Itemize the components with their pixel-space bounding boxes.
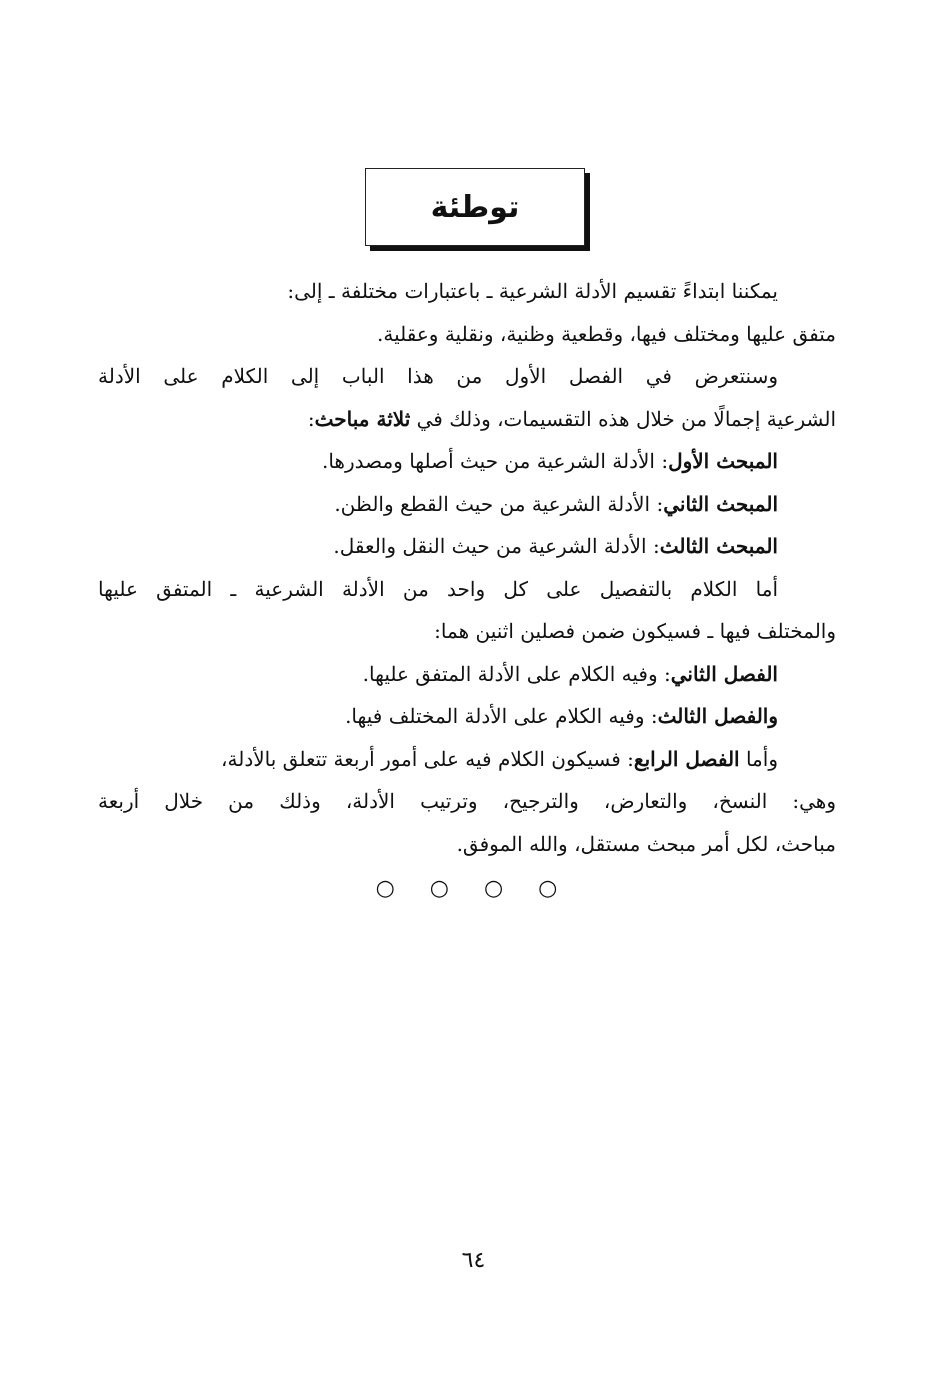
paragraph4-line3: مباحث، لكل أمر مبحث مستقل، والله الموفق. xyxy=(456,831,836,856)
page-title: توطئة xyxy=(430,189,520,225)
paragraph4-line2: وهي: النسخ، والتعارض، والترجيح، وترتيب الأدلة، وذلك من خلال أربعة xyxy=(98,789,836,813)
paragraph1-line1: يمكننا ابتداءً تقسيم الأدلة الشرعية ـ باعتبارات مختلفة ـ إلى: xyxy=(287,279,778,303)
paragraph2-line2-bold: ثلاثة مباحث xyxy=(314,406,411,431)
paragraph1-line2: متفق عليها ومختلف فيها، وقطعية وظنية، ونقلية وعقلية. xyxy=(377,321,836,346)
section-text: : الأدلة الشرعية من حيث القطع والظن. xyxy=(334,491,664,516)
section-item xyxy=(98,440,836,483)
paragraph4-line1 xyxy=(98,738,836,781)
chapter-label: والفصل الثالث xyxy=(657,704,778,728)
body-text xyxy=(98,270,836,865)
chapter-text: : وفيه الكلام على الأدلة المتفق عليها. xyxy=(362,661,671,686)
section-item xyxy=(98,483,836,526)
paragraph3-line1: أما الكلام بالتفصيل على كل واحد من الأدلة الشرعية ـ المتفق عليها xyxy=(98,576,778,601)
paragraph2-line2-end: : xyxy=(307,406,315,431)
paragraph4-line1-pre: وأما xyxy=(739,746,778,771)
section-text: : الأدلة الشرعية من حيث النقل والعقل. xyxy=(333,534,660,558)
chapter-item xyxy=(98,653,836,696)
section-label: المبحث الثاني xyxy=(663,491,778,516)
paragraph2-line2-text: الشرعية إجمالًا من خلال هذه التقسيمات، وذلك في xyxy=(410,406,836,431)
section-label: المبحث الأول xyxy=(668,449,778,473)
paragraph3-line2: والمختلف فيها ـ فسيكون ضمن فصلين اثنين هما: xyxy=(434,619,836,643)
chapter-label: الفصل الثاني xyxy=(670,661,778,686)
section-separator: ○ ○ ○ ○ xyxy=(375,876,572,901)
paragraph4-line1-text: : فسيكون الكلام فيه على أمور أربعة تتعلق بالأدلة، xyxy=(221,746,634,771)
title-box xyxy=(365,168,585,246)
section-item xyxy=(98,525,836,568)
paragraph4-line1-bold: الفصل الرابع xyxy=(633,746,740,771)
section-text: : الأدلة الشرعية من حيث أصلها ومصدرها. xyxy=(321,449,669,473)
section-label: المبحث الثالث xyxy=(659,534,778,558)
paragraph2-line1: وسنتعرض في الفصل الأول من هذا الباب إلى الكلام على الأدلة xyxy=(98,364,778,388)
chapter-item xyxy=(98,695,836,738)
chapter-text: : وفيه الكلام على الأدلة المختلف فيها. xyxy=(345,704,658,728)
paragraph2-line2 xyxy=(98,398,836,441)
page-number: ٦٤ xyxy=(461,1248,486,1273)
